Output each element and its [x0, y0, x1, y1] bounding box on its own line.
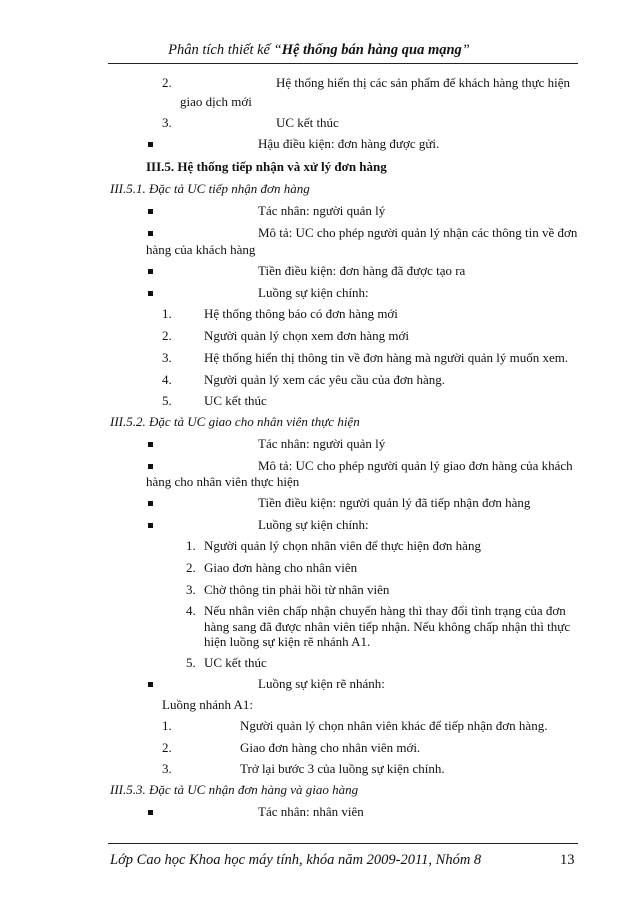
footer-rule [108, 843, 578, 844]
uc-main-flow: Luồng sự kiện chính: [258, 517, 369, 532]
uc-precondition: Tiền điều kiện: đơn hàng đã được tạo ra [258, 263, 466, 278]
uc-description: Mô tả: UC cho phép người quản lý nhận các thông tin về đơn [258, 225, 578, 240]
step-number: 2. [186, 560, 196, 575]
step-number: 5. [162, 393, 172, 408]
list-item-text-cont: giao dịch mới [180, 94, 252, 109]
page-number: 13 [560, 852, 575, 868]
step-text-cont: hàng sang đã được nhân viên tiếp nhận. Nếu không chấp nhận thì thực [204, 619, 571, 634]
step-number: 3. [162, 350, 172, 365]
branch-step-number: 1. [162, 718, 172, 733]
step-number: 3. [186, 582, 196, 597]
uc-main-flow: Luồng sự kiện chính: [258, 285, 369, 300]
step-text: Giao đơn hàng cho nhân viên [204, 560, 358, 575]
branch-step-text: Trở lại bước 3 của luồng sự kiện chính. [240, 761, 445, 776]
step-text: UC kết thúc [204, 393, 267, 408]
square-bullet-icon [148, 442, 153, 447]
section-heading: III.5. Hệ thống tiếp nhận và xử lý đơn hàng [146, 159, 387, 174]
branch-step-text: Người quản lý chọn nhân viên khác để tiếp nhận đơn hàng. [240, 718, 548, 733]
square-bullet-icon [148, 682, 153, 687]
header-suffix: ” [461, 42, 470, 58]
uc-actor: Tác nhân: người quản lý [258, 203, 386, 218]
step-number: 4. [162, 372, 172, 387]
square-bullet-icon [148, 231, 153, 236]
list-item-number: 3. [162, 115, 172, 130]
uc-alt-flow: Luồng sự kiện rẽ nhánh: [258, 676, 385, 691]
subsection-heading: III.5.2. Đặc tả UC giao cho nhân viên thực hiện [110, 414, 360, 429]
step-text: Chờ thông tin phải hồi từ nhân viên [204, 582, 390, 597]
square-bullet-icon [148, 464, 153, 469]
step-number: 1. [186, 538, 196, 553]
step-text: Người quản lý chọn xem đơn hàng mới [204, 328, 409, 343]
step-text: Người quản lý xem các yêu cầu của đơn hàng. [204, 372, 445, 387]
branch-step-number: 2. [162, 740, 172, 755]
post-condition: Hậu điều kiện: đơn hàng được gửi. [258, 136, 440, 151]
header-rule [108, 63, 578, 64]
square-bullet-icon [148, 523, 153, 528]
step-text: Người quản lý chọn nhân viên để thực hiện đơn hàng [204, 538, 481, 553]
step-text-cont: hiện luồng sự kiện rẽ nhánh A1. [204, 634, 371, 649]
list-item-number: 2. [162, 75, 172, 90]
step-text: Hệ thống hiển thị thông tin về đơn hàng mà người quản lý muốn xem. [204, 350, 569, 365]
list-item-text: Hệ thống hiển thị các sản phẩm để khách hàng thực hiện [276, 75, 571, 90]
subsection-heading: III.5.1. Đặc tả UC tiếp nhận đơn hàng [110, 181, 310, 196]
list-item-text: UC kết thúc [276, 115, 339, 130]
footer-text: Lớp Cao học Khoa học máy tính, khóa năm 2009-2011, Nhóm 8 [110, 852, 482, 868]
uc-precondition: Tiền điều kiện: người quản lý đã tiếp nhận đơn hàng [258, 495, 531, 510]
branch-step-number: 3. [162, 761, 172, 776]
subsection-heading: III.5.3. Đặc tả UC nhận đơn hàng và giao hàng [110, 782, 359, 797]
step-number: 5. [186, 655, 196, 670]
uc-description: Mô tả: UC cho phép người quản lý giao đơn hàng của khách [258, 458, 573, 473]
square-bullet-icon [148, 291, 153, 296]
step-number: 2. [162, 328, 172, 343]
branch-step-text: Giao đơn hàng cho nhân viên mới. [240, 740, 421, 755]
uc-actor: Tác nhân: nhân viên [258, 804, 364, 819]
uc-description-cont: hàng của khách hàng [146, 242, 256, 257]
step-text: Nếu nhân viên chấp nhận chuyển hàng thì thay đổi tình trạng của đơn [204, 603, 566, 618]
square-bullet-icon [148, 810, 153, 815]
step-text: Hệ thống thông báo có đơn hàng mới [204, 306, 398, 321]
step-number: 1. [162, 306, 172, 321]
branch-label: Luồng nhánh A1: [162, 697, 253, 712]
uc-description-cont: hàng cho nhân viên thực hiện [146, 474, 300, 489]
square-bullet-icon [148, 501, 153, 506]
page-header-title [0, 42, 638, 58]
step-text: UC kết thúc [204, 655, 267, 670]
header-bold-title: Hệ thống bán hàng qua mạng [281, 42, 462, 58]
square-bullet-icon [148, 142, 153, 147]
step-number: 4. [186, 603, 196, 618]
square-bullet-icon [148, 209, 153, 214]
uc-actor: Tác nhân: người quản lý [258, 436, 386, 451]
header-prefix: Phân tích thiết kế “ [168, 42, 282, 58]
square-bullet-icon [148, 269, 153, 274]
